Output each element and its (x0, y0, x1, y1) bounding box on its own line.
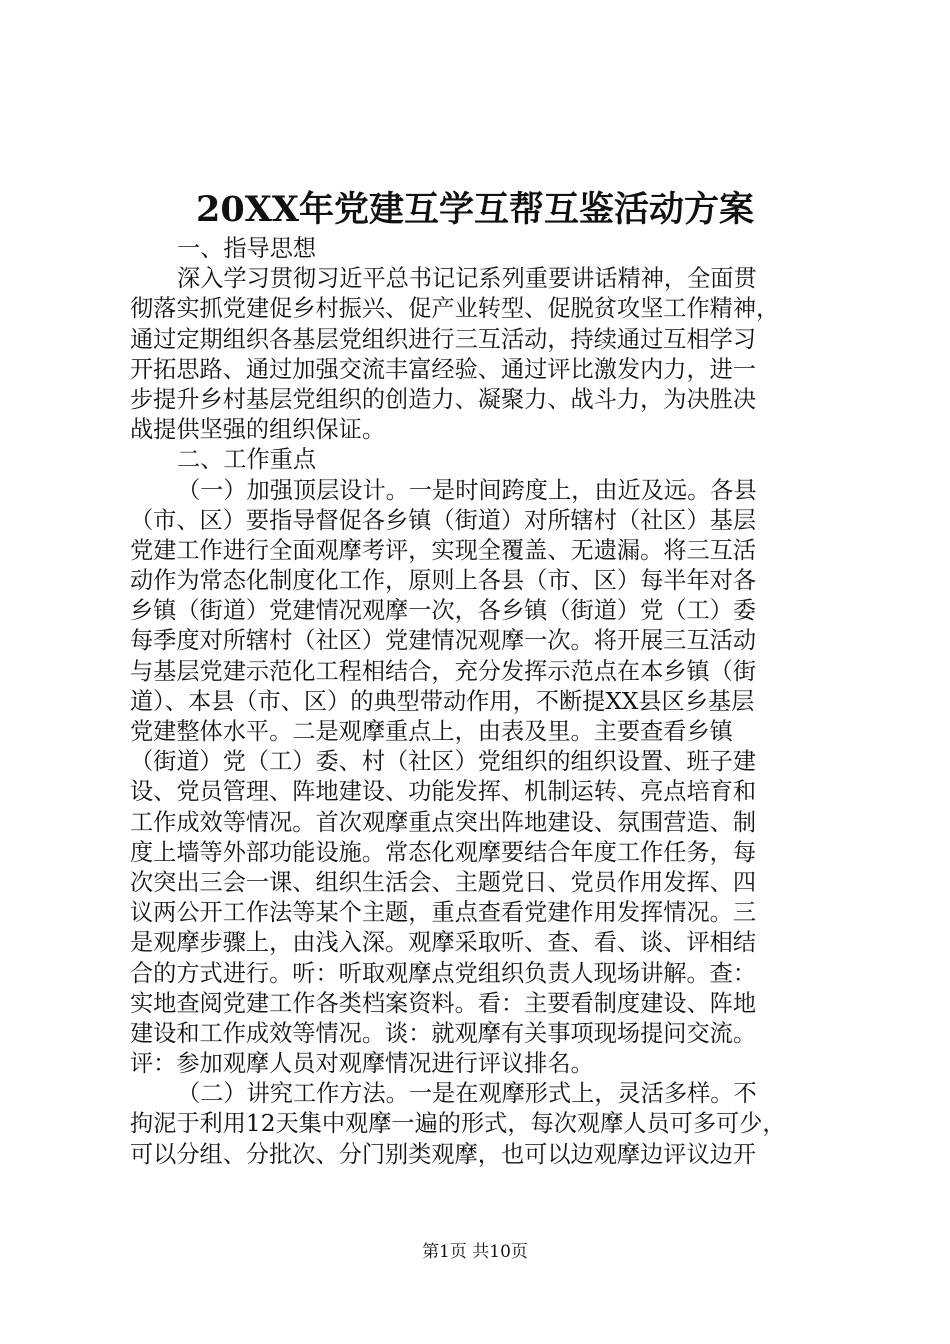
text-line: 党建整体水平。二是观摩重点上，由表及里。主要查看乡镇 (130, 718, 733, 745)
text-line: 彻落实抓党建促乡村振兴、促产业转型、促脱贫攻坚工作精神， (130, 295, 780, 323)
text-line: 是观摩步骤上，由浅入深。观摩采取听、查、看、谈、评相结 (130, 929, 757, 957)
text-line: 深入学习贯彻习近平总书记记系列重要讲话精神，全面贯 (177, 265, 757, 293)
text-line: 工作成效等情况。首次观摩重点突出阵地建设、氛围营造、制 (130, 808, 757, 836)
text-line: 每季度对所辖村（社区）党建情况观摩一次。将开展三互活动 (130, 627, 757, 655)
document-title: 20XX年党建互学互帮互鉴活动方案 (195, 189, 755, 230)
text-line: 与基层党建示范化工程相结合，充分发挥示范点在本乡镇（街 (130, 657, 757, 685)
text-line: 二、工作重点 (177, 446, 317, 474)
text-line: 次突出三会一课、组织生活会、主题党日、党员作用发挥、四 (130, 868, 757, 896)
text-line: （二）讲究工作方法。一是在观摩形式上，灵活多样。不 (177, 1080, 757, 1108)
text-line: 一、指导思想 (177, 235, 317, 262)
text-line: 拘泥于利用12天集中观摩一遍的形式，每次观摩人员可多可少， (130, 1110, 786, 1138)
text-line: 党建工作进行全面观摩考评，实现全覆盖、无遗漏。将三互活 (130, 536, 757, 564)
text-line: 设、党员管理、阵地建设、功能发挥、机制运转、亮点培育和 (130, 778, 757, 806)
text-line: （一）加强顶层设计。一是时间跨度上，由近及远。各县 (177, 476, 757, 504)
text-line: 建设和工作成效等情况。谈：就观摩有关事项现场提问交流。 (130, 1019, 757, 1047)
text-line: （街道）党（工）委、村（社区）党组织的组织设置、班子建 (130, 748, 757, 776)
text-line: 动作为常态化制度化工作，原则上各县（市、区）每半年对各 (130, 567, 757, 595)
text-line: 开拓思路、通过加强交流丰富经验、通过评比激发内力，进一 (130, 355, 757, 383)
text-line: 合的方式进行。听：听取观摩点党组织负责人现场讲解。查： (130, 959, 757, 987)
text-line: 度上墙等外部功能设施。常态化观摩要结合年度工作任务，每 (130, 838, 757, 866)
text-line: 实地查阅党建工作各类档案资料。看：主要看制度建设、阵地 (130, 989, 757, 1017)
text-line: 步提升乡村基层党组织的创造力、凝聚力、战斗力，为决胜决 (130, 385, 757, 413)
document-body (130, 234, 832, 1170)
text-line: 战提供坚强的组织保证。 (130, 416, 386, 444)
text-line: （市、区）要指导督促各乡镇（街道）对所辖村（社区）基层 (130, 506, 757, 534)
text-line: 可以分组、分批次、分门别类观摩，也可以边观摩边评议边开 (130, 1140, 757, 1168)
page-footer: 第1页 共10页 (422, 1242, 528, 1262)
text-line: 道）、本县（市、区）的典型带动作用，不断提XX县区乡基层 (130, 687, 755, 715)
text-line: 议两公开工作法等某个主题，重点查看党建作用发挥情况。三 (130, 899, 757, 927)
text-line: 评：参加观摩人员对观摩情况进行评议排名。 (130, 1050, 594, 1078)
text-line: 乡镇（街道）党建情况观摩一次，各乡镇（街道）党（工）委 (130, 597, 757, 625)
text-line: 通过定期组织各基层党组织进行三互活动，持续通过互相学习 (130, 325, 757, 353)
